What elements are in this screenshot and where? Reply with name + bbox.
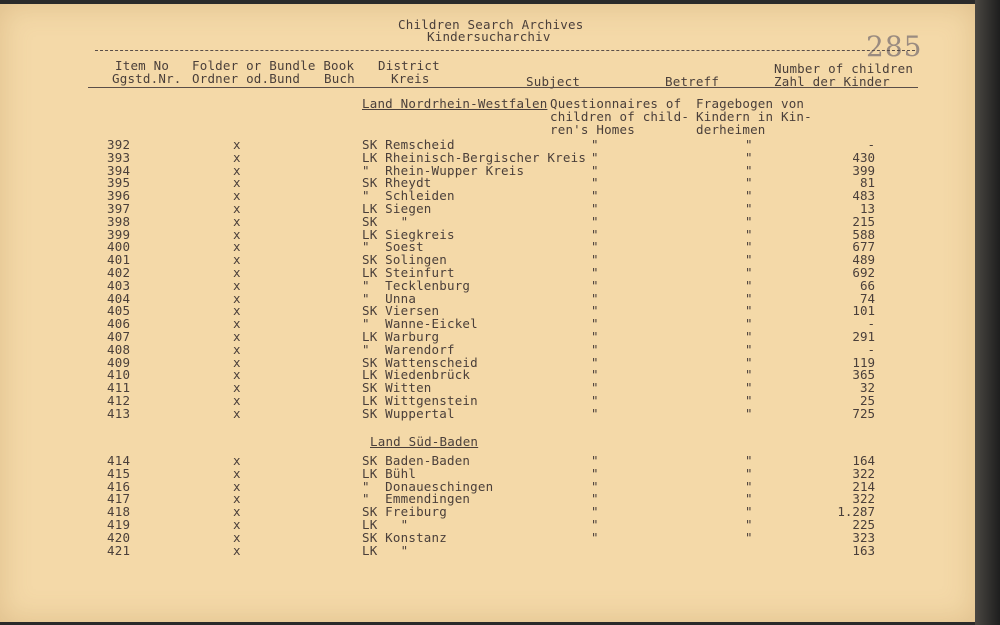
betreff-ditto: " [745, 465, 753, 481]
district-name: LK Wiedenbrück [362, 367, 471, 383]
subject-ditto: " [591, 316, 599, 332]
section-sued-baden-heading: Land Süd-Baden [370, 434, 479, 449]
child-count: 101 [852, 303, 875, 319]
folder-mark: x [233, 529, 241, 545]
item-number: 402 [107, 265, 131, 280]
col-folder-de: Ordner od.Bund [192, 71, 301, 86]
district-name: SK Konstanz [362, 529, 447, 545]
betreff-ditto: " [745, 405, 753, 421]
folder-mark: x [233, 137, 241, 152]
child-count: 489 [852, 252, 875, 268]
district-name: LK " [362, 517, 409, 532]
child-count: 588 [852, 226, 875, 242]
page-number: 285 [866, 30, 923, 63]
child-count: 399 [852, 162, 875, 178]
district-name: " Wanne-Eickel [362, 316, 478, 332]
betreff-ditto: " [745, 380, 753, 396]
betreff-ditto: " [745, 226, 753, 242]
subject-ditto: " [591, 329, 599, 344]
col-subject: Subject [526, 74, 581, 89]
folder-mark: x [233, 149, 241, 165]
item-number: 414 [107, 453, 131, 468]
item-number: 403 [107, 277, 131, 293]
folder-mark: x [233, 341, 241, 357]
betreff-ditto: " [745, 367, 753, 383]
subject-ditto: " [591, 465, 599, 481]
folder-mark: x [233, 226, 241, 242]
item-number: 412 [107, 393, 131, 408]
district-name: SK Witten [362, 380, 432, 396]
betreff-ditto: " [745, 491, 753, 507]
betreff-line-3: derheimen [696, 122, 766, 137]
child-count: 163 [852, 542, 875, 558]
item-number: 395 [107, 175, 131, 191]
folder-mark: x [233, 542, 241, 558]
folder-mark: x [233, 252, 241, 268]
item-number: 392 [107, 137, 131, 152]
folder-mark: x [233, 290, 241, 306]
subject-ditto: " [591, 393, 599, 408]
folder-mark: x [233, 303, 241, 319]
item-number: 418 [107, 504, 131, 520]
col-item-en: Item No [115, 58, 170, 73]
district-name: LK Rheinisch-Bergischer Kreis [362, 149, 587, 165]
item-number: 397 [107, 201, 131, 216]
district-name: LK " [362, 542, 409, 558]
subject-ditto: " [591, 149, 599, 165]
district-name: " Donaueschingen [362, 478, 494, 494]
folder-mark: x [233, 367, 241, 383]
betreff-ditto: " [745, 354, 753, 370]
col-count-de: Zahl der Kinder [774, 74, 890, 89]
folder-mark: x [233, 277, 241, 293]
betreff-ditto: " [745, 265, 753, 280]
subject-ditto: " [591, 162, 599, 178]
subject-ditto: " [591, 341, 599, 357]
item-number: 415 [107, 465, 131, 481]
folder-mark: x [233, 354, 241, 370]
folder-mark: x [233, 465, 241, 481]
district-name: SK " [362, 213, 409, 229]
district-name: " Tecklenburg [362, 277, 471, 293]
district-name: SK Freiburg [362, 504, 447, 520]
folder-mark: x [233, 213, 241, 229]
child-count: 164 [852, 453, 875, 468]
archive-card [0, 4, 975, 622]
item-number: 405 [107, 303, 131, 319]
district-name: SK Remscheid [362, 137, 455, 152]
betreff-ditto: " [745, 517, 753, 532]
col-betreff: Betreff [665, 74, 720, 89]
child-count: 81 [859, 175, 875, 191]
district-name: LK Siegen [362, 201, 432, 216]
scanner-edge [975, 0, 1000, 625]
child-count: 214 [852, 478, 875, 494]
subject-ditto: " [591, 405, 599, 421]
child-count: - [867, 316, 875, 332]
col-book-de: Buch [324, 71, 355, 86]
betreff-ditto: " [745, 303, 753, 319]
betreff-ditto: " [745, 213, 753, 229]
betreff-ditto: " [745, 529, 753, 545]
item-number: 393 [107, 149, 131, 165]
item-number: 408 [107, 341, 131, 357]
child-count: 66 [859, 277, 875, 293]
item-number: 404 [107, 290, 131, 306]
subject-ditto: " [591, 517, 599, 532]
betreff-ditto: " [745, 329, 753, 344]
betreff-ditto: " [745, 149, 753, 165]
subject-ditto: " [591, 354, 599, 370]
child-count: 13 [859, 201, 875, 216]
child-count: 1.287 [837, 504, 875, 520]
betreff-ditto: " [745, 393, 753, 408]
header-bottom-rule [88, 87, 918, 88]
district-name: SK Rheydt [362, 175, 432, 191]
child-count: 225 [852, 517, 875, 532]
item-number: 419 [107, 517, 131, 532]
subject-ditto: " [591, 239, 599, 255]
child-count: - [867, 341, 875, 357]
col-district-de: Kreis [391, 71, 430, 86]
folder-mark: x [233, 453, 241, 468]
subject-line-2: children of child- [550, 109, 690, 124]
child-count: 119 [852, 354, 875, 370]
folder-mark: x [233, 188, 241, 204]
child-count: 430 [852, 149, 875, 165]
child-count: 725 [852, 405, 875, 421]
betreff-ditto: " [745, 341, 753, 357]
betreff-ditto: " [745, 239, 753, 255]
folder-mark: x [233, 175, 241, 191]
child-count: 25 [859, 393, 875, 408]
betreff-ditto: " [745, 175, 753, 191]
betreff-ditto: " [745, 290, 753, 306]
district-name: SK Baden-Baden [362, 453, 471, 468]
child-count: 32 [859, 380, 875, 396]
betreff-ditto: " [745, 453, 753, 468]
item-number: 398 [107, 213, 131, 229]
section-nrw-heading: Land Nordrhein-Westfalen [362, 96, 548, 111]
subject-ditto: " [591, 529, 599, 545]
betreff-ditto: " [745, 188, 753, 204]
subject-line-1: Questionnaires of [550, 96, 682, 111]
item-number: 416 [107, 478, 131, 494]
district-name: " Warendorf [362, 341, 455, 357]
subject-ditto: " [591, 265, 599, 280]
folder-mark: x [233, 405, 241, 421]
district-name: " Schleiden [362, 188, 455, 204]
folder-mark: x [233, 517, 241, 532]
item-number: 420 [107, 529, 131, 545]
subject-ditto: " [591, 213, 599, 229]
district-name: " Unna [362, 290, 417, 306]
item-number: 396 [107, 188, 131, 204]
item-number: 421 [107, 542, 131, 558]
subject-ditto: " [591, 367, 599, 383]
subject-ditto: " [591, 303, 599, 319]
header-top-rule [95, 50, 915, 51]
betreff-ditto: " [745, 478, 753, 494]
folder-mark: x [233, 380, 241, 396]
child-count: 483 [852, 188, 875, 204]
district-name: SK Solingen [362, 252, 447, 268]
folder-mark: x [233, 162, 241, 178]
col-district-en: District [378, 58, 440, 73]
folder-mark: x [233, 393, 241, 408]
item-number: 407 [107, 329, 131, 344]
child-count: 291 [852, 329, 875, 344]
betreff-ditto: " [745, 201, 753, 216]
subject-ditto: " [591, 226, 599, 242]
subject-ditto: " [591, 277, 599, 293]
folder-mark: x [233, 478, 241, 494]
district-name: LK Siegkreis [362, 226, 455, 242]
title-german: Kindersucharchiv [427, 29, 551, 44]
district-name: SK Wuppertal [362, 405, 455, 421]
betreff-ditto: " [745, 252, 753, 268]
col-folder-en: Folder or Bundle Book [192, 58, 355, 73]
betreff-line-1: Fragebogen von [696, 96, 805, 111]
item-number: 406 [107, 316, 131, 332]
child-count: 322 [852, 465, 875, 481]
betreff-line-2: Kindern in Kin- [696, 109, 812, 124]
item-number: 394 [107, 162, 131, 178]
district-name: " Emmendingen [362, 491, 471, 507]
col-count-en: Number of children [774, 61, 914, 76]
child-count: 323 [852, 529, 875, 545]
subject-ditto: " [591, 137, 599, 152]
folder-mark: x [233, 239, 241, 255]
subject-line-3: ren's Homes [550, 122, 635, 137]
child-count: 74 [859, 290, 875, 306]
child-count: 692 [852, 265, 875, 280]
item-number: 401 [107, 252, 131, 268]
child-count: 215 [852, 213, 875, 229]
betreff-ditto: " [745, 137, 753, 152]
item-number: 410 [107, 367, 131, 383]
item-number: 413 [107, 405, 131, 421]
district-name: SK Wattenscheid [362, 354, 478, 370]
district-name: LK Wittgenstein [362, 393, 478, 408]
betreff-ditto: " [745, 504, 753, 520]
district-name: " Soest [362, 239, 424, 255]
betreff-ditto: " [745, 316, 753, 332]
subject-ditto: " [591, 188, 599, 204]
subject-ditto: " [591, 380, 599, 396]
district-name: LK Bühl [362, 465, 417, 481]
subject-ditto: " [591, 491, 599, 507]
betreff-ditto: " [745, 277, 753, 293]
subject-ditto: " [591, 175, 599, 191]
child-count: 365 [852, 367, 875, 383]
subject-ditto: " [591, 201, 599, 216]
district-name: SK Viersen [362, 303, 440, 319]
folder-mark: x [233, 316, 241, 332]
subject-ditto: " [591, 478, 599, 494]
district-name: LK Warburg [362, 329, 440, 344]
item-number: 400 [107, 239, 131, 255]
child-count: - [867, 137, 875, 152]
folder-mark: x [233, 265, 241, 280]
folder-mark: x [233, 329, 241, 344]
item-number: 411 [107, 380, 131, 396]
subject-ditto: " [591, 290, 599, 306]
folder-mark: x [233, 201, 241, 216]
betreff-ditto: " [745, 162, 753, 178]
item-number: 417 [107, 491, 131, 507]
subject-ditto: " [591, 504, 599, 520]
item-number: 409 [107, 354, 131, 370]
col-item-de: Ggstd.Nr. [112, 71, 182, 86]
district-name: LK Steinfurt [362, 265, 455, 280]
child-count: 322 [852, 491, 875, 507]
folder-mark: x [233, 504, 241, 520]
title-english: Children Search Archives [398, 17, 584, 32]
folder-mark: x [233, 491, 241, 507]
item-number: 399 [107, 226, 131, 242]
subject-ditto: " [591, 252, 599, 268]
district-name: " Rhein-Wupper Kreis [362, 162, 525, 178]
child-count: 677 [852, 239, 875, 255]
subject-ditto: " [591, 453, 599, 468]
